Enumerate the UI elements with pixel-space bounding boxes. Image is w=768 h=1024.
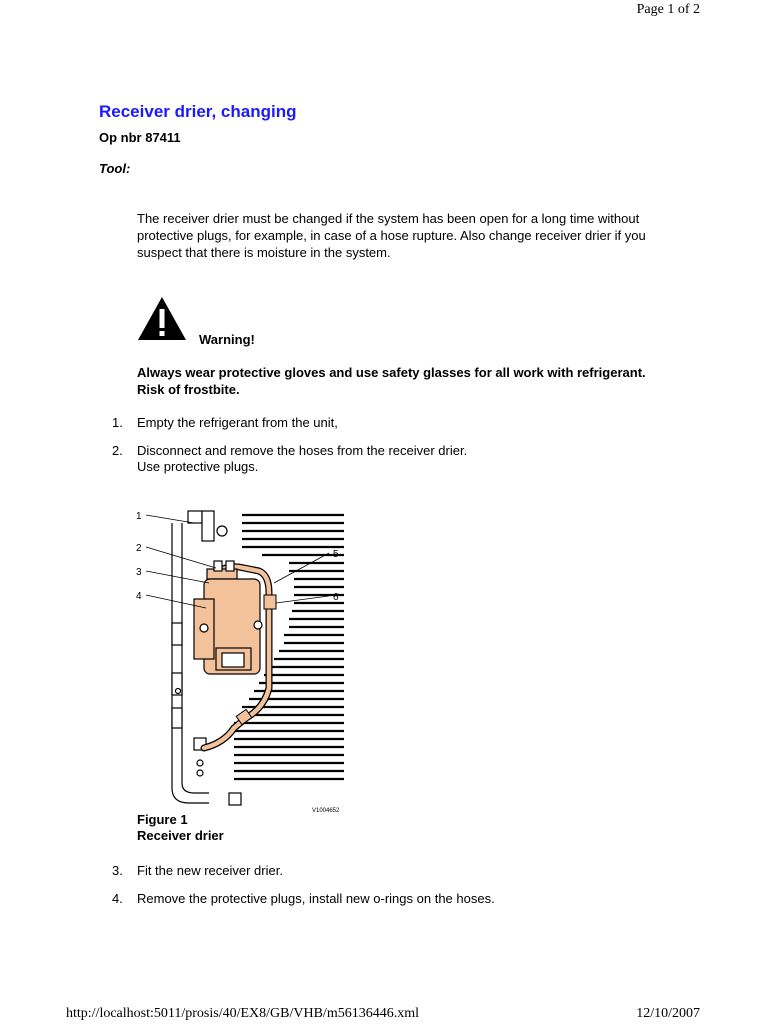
step-4: [112, 891, 495, 907]
step-1: [112, 415, 338, 431]
step-number: 2.: [112, 443, 123, 458]
tool-label: Tool:: [99, 161, 131, 176]
step-number: 1.: [112, 415, 123, 430]
page-title: Receiver drier, changing: [99, 102, 297, 121]
callout-6: 6: [333, 592, 339, 603]
image-code: V1004652: [312, 808, 340, 814]
step-number: 3.: [112, 863, 123, 878]
footer-url: http://localhost:5011/prosis/40/EX8/GB/VHB/m56136446.xml: [66, 1006, 419, 1021]
step-text-continued: Use protective plugs.: [137, 459, 259, 474]
step-3: [112, 863, 283, 879]
intro-paragraph: The receiver drier must be changed if the system has been open for a long time without protective plugs, for example, in case of a hose rupture. Also change receiver drier if you suspect that there is moisture in the system.: [137, 211, 646, 260]
step-text: Fit the new receiver drier.: [137, 863, 283, 878]
figure-number: Figure 1: [137, 812, 188, 827]
receiver-drier-figure: [134, 503, 352, 815]
callout-4: 4: [136, 591, 142, 602]
receiver-drier: [194, 561, 262, 674]
step-text: Remove the protective plugs, install new o-rings on the hoses.: [137, 891, 495, 906]
step-number: 4.: [112, 891, 123, 906]
figure-title: Receiver drier: [137, 828, 224, 843]
warning-title: Warning!: [199, 332, 255, 347]
step-text: Empty the refrigerant from the unit,: [137, 415, 338, 430]
callout-2: 2: [136, 543, 142, 554]
warning-triangle-icon: [137, 296, 187, 341]
step-text: Disconnect and remove the hoses from the receiver drier.: [137, 443, 468, 458]
callout-3: 3: [136, 567, 142, 578]
page-counter: Page 1 of 2: [636, 2, 700, 17]
callout-5: 5: [333, 549, 339, 560]
step-2: [112, 443, 467, 475]
callout-1: 1: [136, 511, 142, 522]
footer-date: 12/10/2007: [636, 1006, 700, 1021]
figure-caption: [137, 812, 224, 844]
warning-text: Always wear protective gloves and use safety glasses for all work with refrigerant. Risk of frostbite.: [137, 365, 646, 397]
operation-number: Op nbr 87411: [99, 130, 181, 145]
